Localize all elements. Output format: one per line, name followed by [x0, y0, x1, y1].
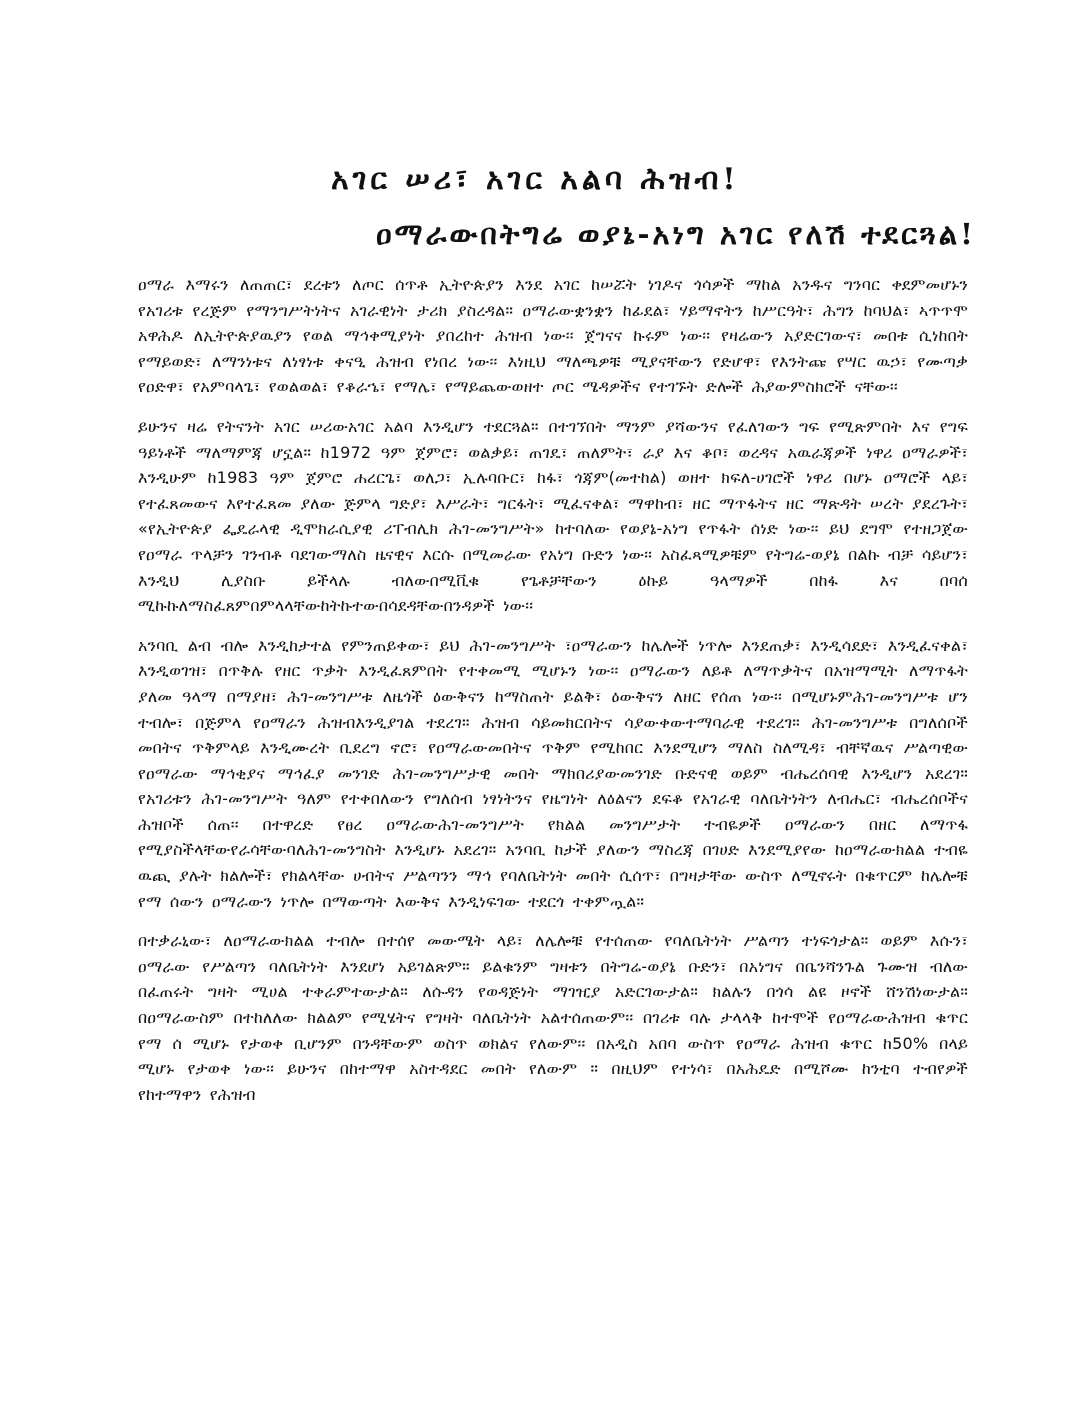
document-title: አገር ሠሪ፣ አገር አልባ ሕዝብ! — [331, 162, 740, 197]
paragraph-4: በተቃራኒው፣ ለዐማራውክልል ተብሎ በተሰየ መውሜት ላይ፣ ለሌሎቹ የተሰጠው የባለቤትነት ሥልጣን ተነፍጎታል። ወይም እሱን፣ ዐማራው የሥልጣን ባለቤትነት እንደሆነ አይገልጽም። ይልቁንም ግዛቱን በትግሬ-ወያኔ ቡድን፣ በአነግና በቤንሻንጉል ጉሙዝ ብለው በፈጠሩት ግዛት ሚሀል ተቀራምተውታል። ለሱዳን የወዳጅነት ማገዢያ አድርገውታል። ክልሉን በጎሳ ልዩ ዞኖች ሸንሽነውታል። በዐማራውስም በተከለለው ክልልም የሚሄትና የግዛት ባለቤትነት አልተሰጠውም፡፡ በገሪቱ ባሉ ታላላቅ ከተሞች የዐማራውሕዝብ ቁጥር የማ ሰ ሚሆኑ የታወቀ ቢሆንም በንዳቸውም ወስጥ ወክልና የለውም፡፡ በአዲስ አበባ ውስጥ የዐማራ ሕዝብ ቁጥር ከ50% በላይ ሚሆኑ የታወቀ ነው፡፡ ይሁንና በከተማዋ አስተዳደር መበት የለውም ። በዚህም የተነሳ፣ በአሕዴድ በሚሾሙ ከንቲባ ተብየዎች የከተማዋን የሕዝብ — [138, 931, 968, 1104]
paragraph-1: ዐማራ እማሩን ለጠጠር፣ ደረቱን ለጦር ሰጥቶ ኢትዮጵያን እንደ አገር ከሠሯት ነገዶና ጎሳዎች ማከል አንዱና ግንባር ቀደምመሆኑን የአገሪቱ የረጅም የማንግሥትነትና አገራዊነት ታሪክ ያስረዳል። ዐማራውቋንቋን ከፊደል፣ ሃይማኖትን ከሥርዓት፣ ሕግን ከባህል፣ ኣጥጥሞ አዋሕዶ ለኢትዮጵያዉያን የወል ማኅቀሚያነት ያበረከተ ሕዝብ ነው፡፡ ጀግናና ኩሩም ነው፡፡ የዛሬውን አያድርገውና፣ መበቱ ሲነከበት የማይወድ፣ ለማንነቱና ለነፃነቱ ቀናዒ ሕዝብ የነበረ ነው፡፡ እነዚህ ማለጫዎቹ ሚያናቸውን የድሆዋ፣ የእንትጩ የሣር ዉኃ፣ የሙጣቃ የዐድዋ፣ የአምባላጌ፣ የወልወል፣ የቆራኄ፣ የማሌ፣ የማይጨውወዘተ ጦር ሜዳዎችና የተገኙት ድሎች ሕያውምስክሮች ናቸው፡፡ — [138, 275, 968, 397]
paragraph-3: አንባቢ ልብ ብሎ እንዲከታተል የምንጠይቀው፣ ይህ ሕገ-መንግሥት ፣ዐማራውን ከሌሎች ነጥሎ እንደጠቃ፣ እንዲሳደድ፣ እንዲፈናቀል፣ እንዲወገዝ፣ በጥቅሉ የዘር ጥቃት እንዲፈጸምበት የተቀመሚ ሚሆኑን ነው፡፡ ዐማራውን ለይቶ ለማጥቃትና በአዝማሚት ለማጥፋት ያለመ ዓላማ በማያዘ፣ ሕገ-መንግሥቱ ለዜጎች ዕውቅናን ከማስጠት ይልቅ፣ ዕውቅናን ለዘር የሰጠ ነው፡፡ በሚሆኑምሕገ-መንግሥቱ ሆን ተብሎ፣ በጅምላ የዐማራን ሕዝብእንዲያገል ተደረገ። ሕዝብ ሳይመክርበትና ሳያውቀውተማባራዊ ተደረገ። ሕገ-መንግሥቱ በግለሰቦች መበትና ጥቅምላይ እንዲሙረት ቢደረግ ኖሮ፣ የዐማራውመበትና ጥቅም የሚከበር እንደሚሆን ማለስ ስለሚዳ፣ ብቸኛዉና ሥልጣዊው የዐማራው ማኅቂያና ማኅፈያ መንገድ ሕገ-መንግሥታዊ መበት ማክበሪያውመንገድ ቡድናዊ ወይም ብሔረሰባዊ እንዲሆን አደረገ። የአገሪቱን ሕገ-መንግሥት ዓለም የተቀበለውን የግለሰብ ነፃነትንና የዜግነት ለዕልናን ደፍቆ የአገራዊ ባለቤትነትን ለብሔር፣ ብሔረሰቦችና ሕዝቦች ሰጠ፡፡ በተዋረድ የፀረ ዐማራውሕገ-መንግሥት የክልል መንግሥታት ተብዬዎች ዐማራውን በዘር ለማጥፋ የሚያስችላቸውየራሳቸውባለሕገ-መንግስት እንዲሆኑ አደረገ። አንባቢ ከታች ያለውን ማስረጃ በገሀድ እንደሚያየው ከዐማራውክልል ተብዬ ዉጪ ያሉት ክልሎች፣ የክልላቸው ሀብትና ሥልጣንን ማኅ የባለቤትነት መበት ሲሰጥ፣ በግዛታቸው ውስጥ ለሚኖሩት በቁጥርም ከሌሎቹ የማ ሰውን ዐማራውን ነጥሎ በማውጣት እውቅና እንዲነፍገው ተደርጎ ተቀምጧል። — [138, 635, 968, 911]
paragraph-2: ይሁንና ዛሬ የትናንት አገር ሠሪውአገር አልባ እንዲሆን ተደርጓል። በተገኘበት ማንም ያሻውንና የፈለገውን ግፍ የሚጽምበት እና የግፍ ዓይነቶች ማለማምጃ ሆኗል። ከ1972 ዓም ጀምሮ፣ ወልቃይ፣ ጠገዴ፣ ጠለምት፣ ራያ እና ቆቦ፣ ወረዳና አዉራጃዎች ነዋሪ ዐማራዎች፣ እንዲሁም ከ1983 ዓም ጀምሮ ሐረርጌ፣ ወለጋ፣ ኢሉባቡር፣ ከፋ፣ ጎጃም(መተከል) ወዘተ ክፍለ-ሀገሮች ነዋሪ በሆኑ ዐማሮች ላይ፣ የተፈጸመውና እየተፈጸመ ያለው ጅምላ ግድያ፣ እሥራት፣ ግርፋት፣ ሚፈናቀል፣ ማዋከብ፣ ዘር ማጥፋትና ዘር ማጽዳት ሠረት ያደረጉት፣ «የኢትዮጵያ ፌዴራላዊ ዲሞክራሲያዊ ሪፐብሊክ ሕገ-መንግሥት» ከተባለው የወያኔ-አነግ የጥፋት ሰነድ ነው፡፡ ይህ ደግሞ የተዘጋጀው የዐማራ ጥላቻን ገንብቶ ባደገውማለስ ዜናዊና እርሱ በሚመራው የአነግ ቡድን ነው፡፡ አስፈጻሚዎቹም የትግሬ-ወያኔ በልኩ ብቻ ሳይሆን፣ እንዲህ ሊያስቡ ይችላሉ ብለውበሚቪቁ የጌቶቻቸውን ዕኩይ ዓላማዎች በከፋ እና በባሰ ሚኩኩለማስፈጸምበምላላቸውከትኩተውበሳደዳቸውበንዳዎች ነው፡፡ — [138, 416, 968, 616]
document-subtitle: ዐማራውበትግሬ ወያኔ-አነግ አገር የለሽ ተደርጓል! — [376, 217, 976, 251]
